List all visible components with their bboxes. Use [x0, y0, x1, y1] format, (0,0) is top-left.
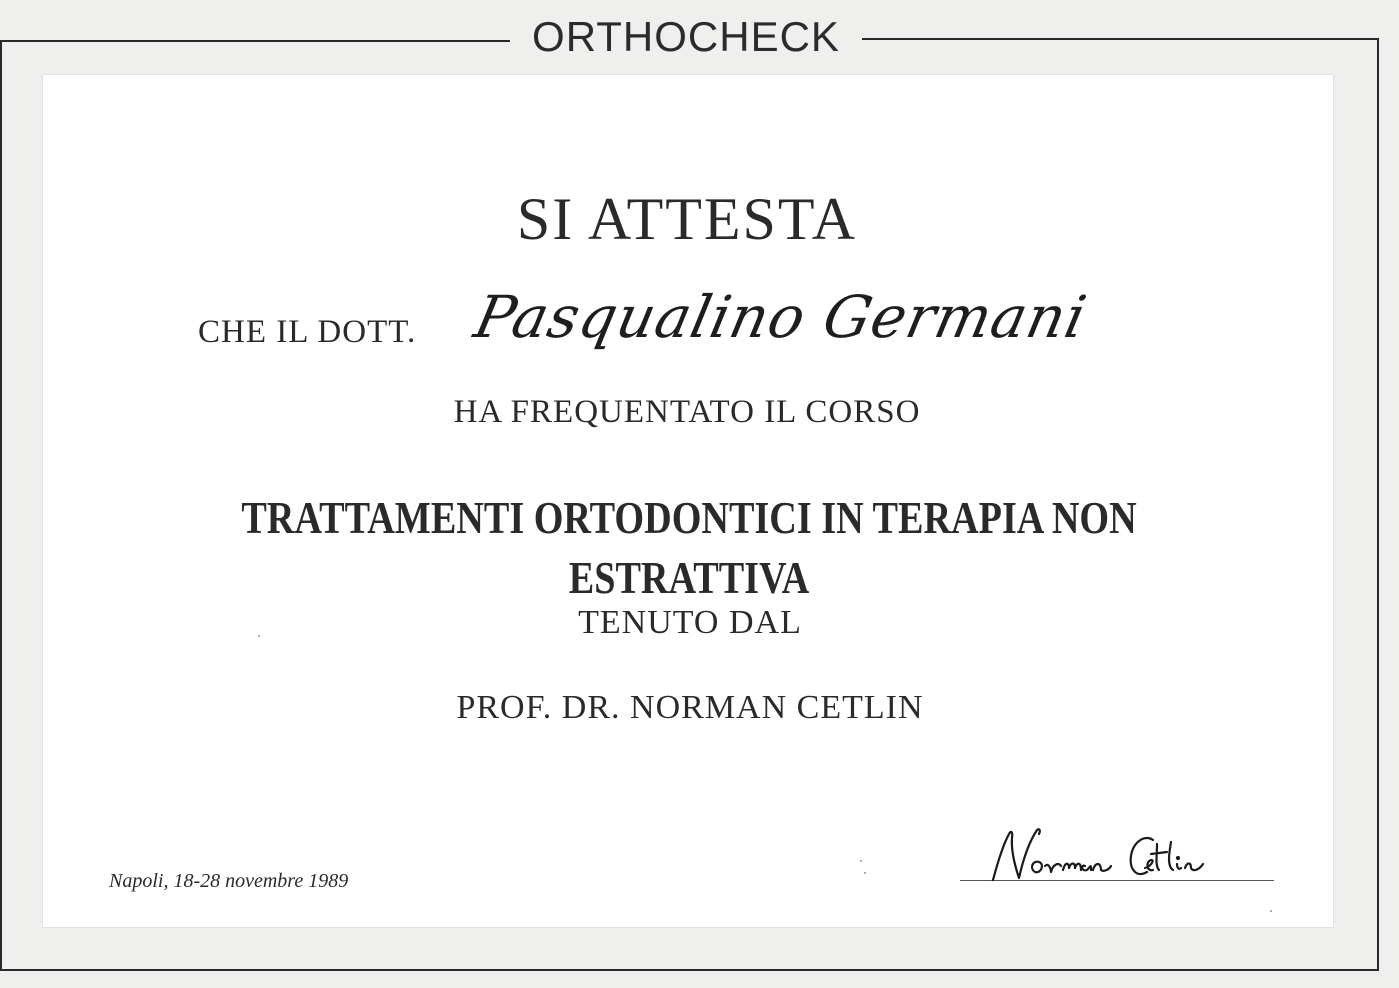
frame-border-left	[0, 40, 2, 970]
attendance-statement	[0, 392, 1374, 432]
place-date: Napoli, 18-28 novembre 1989	[109, 870, 349, 892]
paper-speck	[1270, 910, 1272, 912]
recipient-name: Pasqualino Germani	[468, 283, 1093, 351]
signature-image	[985, 820, 1285, 900]
paper-speck	[864, 872, 866, 874]
frame-border-bottom	[0, 969, 1378, 971]
held-by-label: TENUTO DAL	[578, 604, 802, 641]
frame-border-top-right	[862, 38, 1379, 40]
recipient-prefix: CHE IL DOTT.	[198, 314, 417, 350]
brand-title: ORTHOCHECK	[532, 13, 840, 60]
instructor-name: PROF. DR. NORMAN CETLIN	[456, 689, 924, 726]
attendance-text: HA FREQUENTATO IL CORSO	[453, 394, 921, 430]
frame-border-right	[1377, 38, 1379, 971]
certificate-heading: SI ATTESTA	[516, 186, 858, 252]
frame-border-top-left	[0, 40, 510, 42]
course-title: TRATTAMENTI ORTODONTICI IN TERAPIA NON ESTRATTIVA	[241, 492, 1137, 603]
paper-speck	[860, 860, 862, 862]
paper-speck	[258, 635, 260, 637]
